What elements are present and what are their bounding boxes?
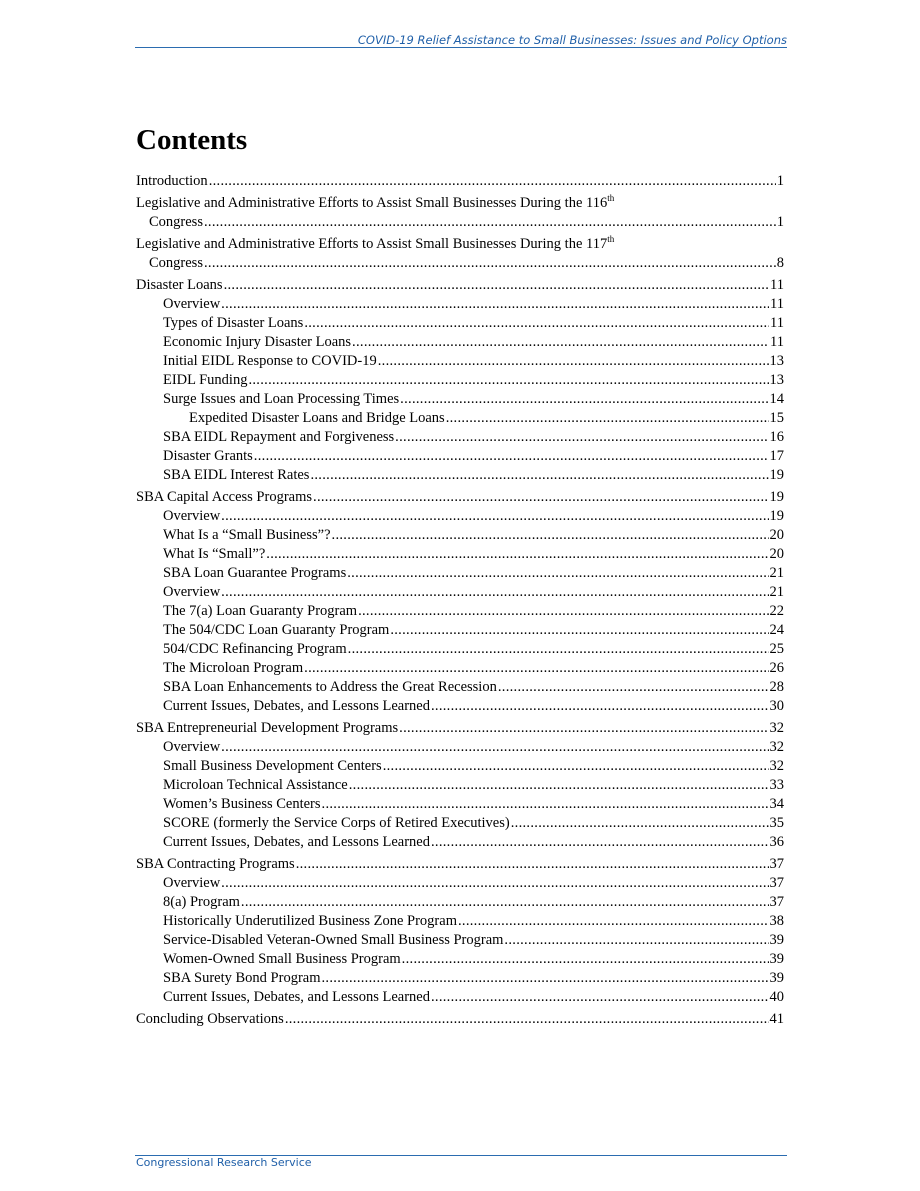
dot-leader: [209, 172, 776, 191]
toc-entry[interactable]: [136, 855, 784, 874]
toc-entry[interactable]: [136, 428, 784, 447]
toc-entry-label-text: Legislative and Administrative Efforts to Assist Small Businesses During the 117: [136, 236, 608, 252]
toc-page-number: 40: [769, 989, 784, 1005]
dot-leader: [310, 466, 768, 485]
toc-entry-label: SCORE (formerly the Service Corps of Retired Executives): [163, 815, 510, 831]
toc-page-number: 39: [769, 970, 784, 986]
toc-entry[interactable]: [136, 833, 784, 852]
dot-leader: [221, 738, 768, 757]
toc-page-number: 32: [769, 739, 784, 755]
toc-page-number: 11: [770, 277, 784, 293]
toc-page-number: 25: [769, 641, 784, 657]
toc-entry-label: The 504/CDC Loan Guaranty Program: [163, 622, 390, 638]
toc-entry-superscript: th: [607, 234, 615, 245]
dot-leader: [504, 931, 768, 950]
toc-page-number: 38: [769, 913, 784, 929]
toc-page-number: 15: [769, 410, 784, 426]
dot-leader: [304, 314, 769, 333]
toc-page-number: 35: [769, 815, 784, 831]
toc-entry-label: Introduction: [136, 173, 208, 189]
toc-entry-label: Types of Disaster Loans: [163, 315, 304, 331]
toc-entry[interactable]: [136, 235, 784, 273]
toc-page-number: 14: [769, 391, 784, 407]
toc-entry-label: What Is a “Small Business”?: [163, 527, 331, 543]
toc-entry[interactable]: [136, 488, 784, 507]
dot-leader: [399, 719, 768, 738]
dot-leader: [358, 602, 768, 621]
toc-entry-label: SBA Capital Access Programs: [136, 489, 313, 505]
toc-entry[interactable]: [136, 988, 784, 1007]
dot-leader: [402, 950, 769, 969]
toc-page-number: 16: [769, 429, 784, 445]
toc-entry-label: Overview: [163, 296, 221, 312]
dot-leader: [204, 213, 776, 232]
dot-leader: [221, 295, 769, 314]
toc-entry[interactable]: [136, 276, 784, 295]
toc-entry-label: Overview: [163, 739, 221, 755]
toc-entry[interactable]: [136, 640, 784, 659]
toc-entry-label: SBA Loan Guarantee Programs: [163, 565, 347, 581]
dot-leader: [431, 833, 769, 852]
toc-entry-label: Expedited Disaster Loans and Bridge Loans: [189, 410, 445, 426]
toc-page-number: 37: [769, 894, 784, 910]
header-divider: [135, 47, 787, 48]
dot-leader: [224, 276, 769, 295]
toc-page-number: 37: [769, 875, 784, 891]
toc-entry-label-continuation: Congress: [149, 214, 203, 230]
toc-entry[interactable]: [136, 602, 784, 621]
toc-page-number: 1: [776, 173, 784, 189]
toc-entry[interactable]: [136, 814, 784, 833]
toc-entry[interactable]: [136, 333, 784, 352]
toc-entry[interactable]: [136, 931, 784, 950]
toc-page-number: 19: [769, 489, 784, 505]
toc-entry[interactable]: [136, 409, 784, 428]
dot-leader: [498, 678, 769, 697]
toc-entry-label: EIDL Funding: [163, 372, 248, 388]
toc-entry[interactable]: [136, 659, 784, 678]
toc-entry-label: Women’s Business Centers: [163, 796, 321, 812]
toc-entry[interactable]: [136, 194, 784, 232]
dot-leader: [241, 893, 769, 912]
toc-entry-label: Women-Owned Small Business Program: [163, 951, 401, 967]
toc-entry[interactable]: [136, 295, 784, 314]
toc-entry[interactable]: [136, 526, 784, 545]
dot-leader: [383, 757, 769, 776]
running-header-title: COVID-19 Relief Assistance to Small Businesses: Issues and Policy Options: [357, 33, 787, 47]
toc-entry[interactable]: [136, 390, 784, 409]
dot-leader: [431, 988, 769, 1007]
dot-leader: [347, 564, 768, 583]
toc-page-number: 37: [769, 856, 784, 872]
dot-leader: [352, 333, 769, 352]
toc-entry[interactable]: [136, 678, 784, 697]
dot-leader: [395, 428, 768, 447]
toc-page-number: 20: [769, 527, 784, 543]
toc-page-number: 1: [776, 214, 784, 230]
toc-entry-label: The 7(a) Loan Guaranty Program: [163, 603, 358, 619]
toc-entry[interactable]: [136, 874, 784, 893]
dot-leader: [348, 640, 769, 659]
dot-leader: [378, 352, 769, 371]
toc-entry[interactable]: [136, 719, 784, 738]
toc-page-number: 19: [769, 508, 784, 524]
toc-entry-label: Overview: [163, 508, 221, 524]
toc-entry-label: Current Issues, Debates, and Lessons Learned: [163, 989, 430, 1005]
toc-entry[interactable]: [136, 621, 784, 640]
toc-entry[interactable]: [136, 447, 784, 466]
toc-entry[interactable]: [136, 583, 784, 602]
toc-entry-label: Economic Injury Disaster Loans: [163, 334, 352, 350]
toc-entry-label: Historically Underutilized Business Zone Program: [163, 913, 457, 929]
toc-entry[interactable]: [136, 507, 784, 526]
dot-leader: [221, 874, 768, 893]
toc-page-number: 13: [769, 353, 784, 369]
dot-leader: [313, 488, 768, 507]
toc-page-number: 39: [769, 932, 784, 948]
toc-entry[interactable]: [136, 1010, 784, 1029]
page-title: Contents: [136, 124, 248, 156]
dot-leader: [349, 776, 769, 795]
toc-entry-label: [136, 194, 784, 213]
dot-leader: [511, 814, 769, 833]
toc-entry-label: SBA Contracting Programs: [136, 856, 295, 872]
toc-page-number: 26: [769, 660, 784, 676]
toc-entry-label: Concluding Observations: [136, 1011, 284, 1027]
dot-leader: [390, 621, 768, 640]
toc-entry-label: What Is “Small”?: [163, 546, 266, 562]
toc-entry-label: SBA EIDL Repayment and Forgiveness: [163, 429, 395, 445]
toc-entry-label: The Microloan Program: [163, 660, 304, 676]
toc-page-number: 21: [769, 584, 784, 600]
toc-entry[interactable]: [136, 969, 784, 988]
toc-entry-label: Disaster Grants: [163, 448, 253, 464]
toc-entry[interactable]: [136, 172, 784, 191]
dot-leader: [458, 912, 769, 931]
toc-entry[interactable]: [136, 912, 784, 931]
toc-entry[interactable]: [136, 776, 784, 795]
table-of-contents: [136, 172, 784, 1029]
dot-leader: [285, 1010, 769, 1029]
dot-leader: [254, 447, 769, 466]
toc-entry-label: [136, 235, 784, 254]
toc-page-number: 20: [769, 546, 784, 562]
footer-source: Congressional Research Service: [136, 1156, 312, 1169]
toc-entry-label: Service-Disabled Veteran-Owned Small Business Program: [163, 932, 504, 948]
dot-leader: [304, 659, 768, 678]
toc-entry-label: SBA Loan Enhancements to Address the Great Recession: [163, 679, 497, 695]
dot-leader: [221, 507, 768, 526]
toc-page-number: 13: [769, 372, 784, 388]
toc-entry-label: SBA Surety Bond Program: [163, 970, 321, 986]
toc-entry[interactable]: [136, 371, 784, 390]
toc-entry[interactable]: [136, 950, 784, 969]
dot-leader: [332, 526, 769, 545]
toc-page-number: 11: [770, 334, 784, 350]
toc-entry-label: Initial EIDL Response to COVID-19: [163, 353, 377, 369]
toc-entry[interactable]: [136, 564, 784, 583]
toc-entry[interactable]: [136, 893, 784, 912]
toc-entry-label: 504/CDC Refinancing Program: [163, 641, 347, 657]
dot-leader: [204, 254, 776, 273]
toc-entry-superscript: th: [607, 193, 615, 204]
toc-entry-label: Overview: [163, 584, 221, 600]
dot-leader: [431, 697, 769, 716]
toc-entry[interactable]: [136, 466, 784, 485]
toc-page-number: 28: [769, 679, 784, 695]
toc-entry-label: Disaster Loans: [136, 277, 223, 293]
toc-entry-label: Small Business Development Centers: [163, 758, 382, 774]
toc-page-number: 34: [769, 796, 784, 812]
dot-leader: [322, 969, 769, 988]
toc-page-number: 22: [769, 603, 784, 619]
dot-leader: [446, 409, 769, 428]
toc-entry[interactable]: [136, 795, 784, 814]
toc-entry-label: SBA Entrepreneurial Development Programs: [136, 720, 399, 736]
toc-page-number: 33: [769, 777, 784, 793]
dot-leader: [400, 390, 768, 409]
toc-entry-label: Surge Issues and Loan Processing Times: [163, 391, 400, 407]
toc-entry-label: Microloan Technical Assistance: [163, 777, 348, 793]
toc-page-number: 11: [770, 296, 784, 312]
toc-entry[interactable]: [136, 352, 784, 371]
toc-entry[interactable]: [136, 757, 784, 776]
toc-page-number: 11: [770, 315, 784, 331]
toc-entry-label: SBA EIDL Interest Rates: [163, 467, 310, 483]
toc-page-number: 24: [769, 622, 784, 638]
dot-leader: [266, 545, 768, 564]
toc-page-number: 41: [769, 1011, 784, 1027]
toc-entry-label: 8(a) Program: [163, 894, 240, 910]
dot-leader: [248, 371, 768, 390]
toc-entry[interactable]: [136, 697, 784, 716]
dot-leader: [221, 583, 768, 602]
toc-page-number: 8: [776, 255, 784, 271]
toc-entry-label: Current Issues, Debates, and Lessons Learned: [163, 698, 430, 714]
dot-leader: [296, 855, 769, 874]
toc-page-number: 36: [769, 834, 784, 850]
toc-page-number: 39: [769, 951, 784, 967]
toc-page-number: 32: [769, 758, 784, 774]
toc-page-number: 19: [769, 467, 784, 483]
toc-page-number: 30: [769, 698, 784, 714]
toc-entry[interactable]: [136, 314, 784, 333]
toc-page-number: 21: [769, 565, 784, 581]
dot-leader: [322, 795, 769, 814]
toc-page-number: 32: [769, 720, 784, 736]
toc-entry[interactable]: [136, 738, 784, 757]
toc-page-number: 17: [769, 448, 784, 464]
toc-entry-label-text: Legislative and Administrative Efforts to Assist Small Businesses During the 116: [136, 195, 608, 211]
toc-entry[interactable]: [136, 545, 784, 564]
toc-entry-label-continuation: Congress: [149, 255, 203, 271]
toc-entry-label: Overview: [163, 875, 221, 891]
toc-entry-label: Current Issues, Debates, and Lessons Learned: [163, 834, 430, 850]
